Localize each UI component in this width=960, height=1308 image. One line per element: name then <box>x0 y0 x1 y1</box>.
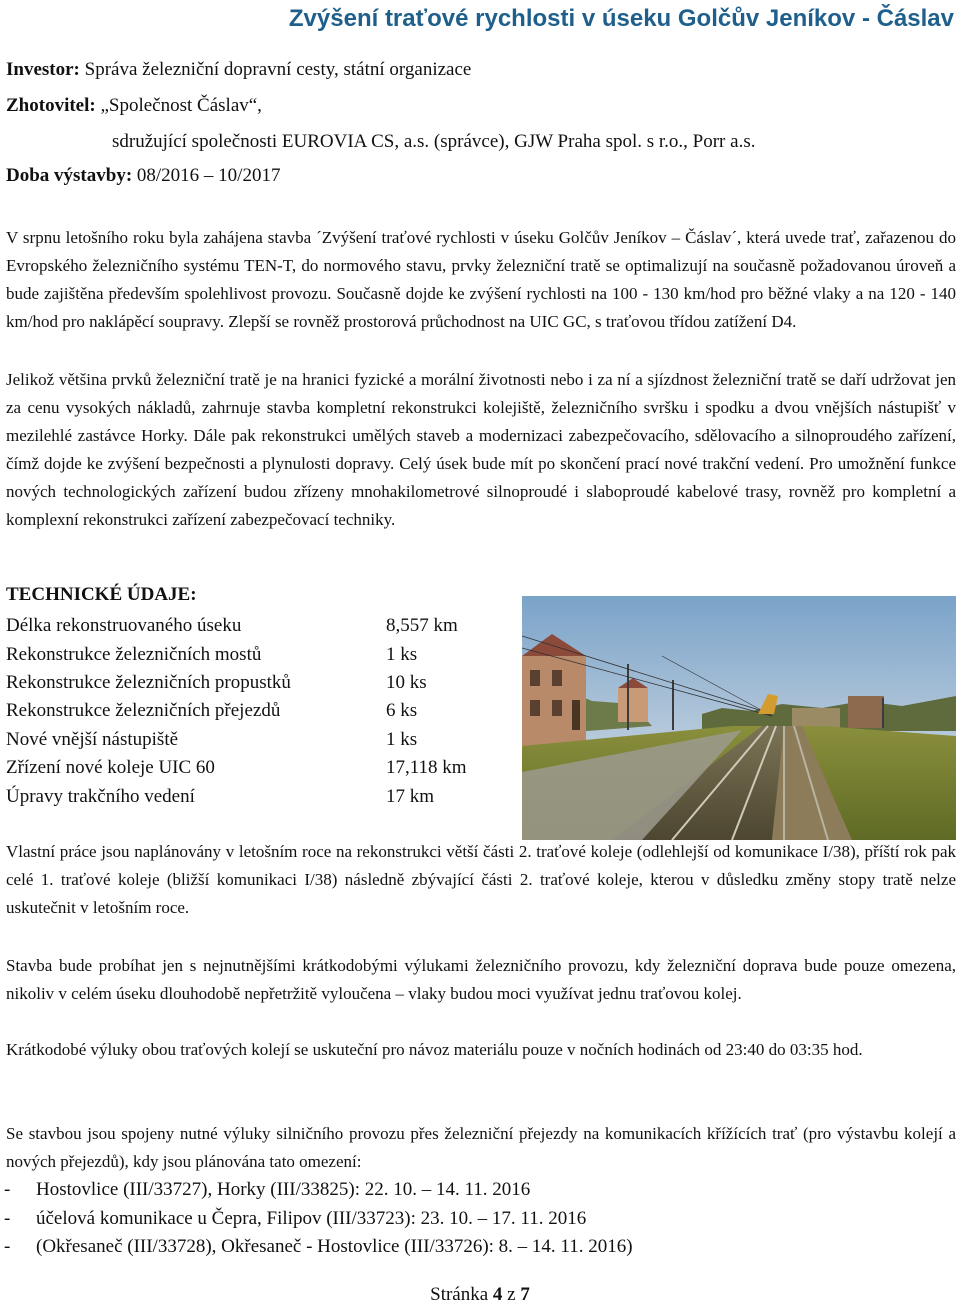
list-item <box>4 1176 633 1205</box>
footer-total-pages: 7 <box>520 1284 530 1305</box>
list-item-text: Hostovlice (III/33727), Horky (III/33825): 22. 10. – 14. 11. 2016 <box>36 1179 531 1200</box>
tech-label: Rekonstrukce železničních přejezdů <box>6 700 281 722</box>
contractor-detail: sdružující společnosti EUROVIA CS, a.s. (správce), GJW Praha spol. s r.o., Porr a.s. <box>112 131 756 152</box>
tech-label: Rekonstrukce železničních propustků <box>6 671 291 693</box>
footer-current-page: 4 <box>492 1284 503 1305</box>
duration-value: 08/2016 – 10/2017 <box>132 165 281 186</box>
technical-data-table <box>6 612 467 811</box>
intro-paragraph-1: V srpnu letošního roku byla zahájena stavba ´Zvýšení traťové rychlosti v úseku Golčův Jeníkov – Čáslav´, která uvede trať, zařazenou do Evropského železničního systému TEN-T, do normového stavu, prvky železniční tratě se optimalizují na současně požadovanou úroveň a bude zajištěna především spolehlivost provozu. Současně dojde ke zvýšení rychlosti na 100 - 130 km/hod pro běžné vlaky a na 120 - 140 km/hod pro naklápěcí soupravy. Zlepší se rovněž prostorová průchodnost na UIC GC, s traťovou třídou zatížení D4. <box>6 228 956 331</box>
page-footer <box>0 1284 960 1306</box>
road-closure-list <box>4 1176 633 1262</box>
tech-value: 6 ks <box>386 700 418 722</box>
tech-value: 8,557 km <box>386 615 458 637</box>
table-row <box>6 782 467 810</box>
list-dash: - <box>4 1236 11 1257</box>
investor-label: Investor: <box>6 59 80 80</box>
contractor-label: Zhotovitel: <box>6 95 96 116</box>
list-item <box>4 1205 633 1234</box>
tech-label: Nové vnější nástupiště <box>6 728 179 750</box>
list-item <box>4 1233 633 1262</box>
tech-value: 17 km <box>386 785 435 807</box>
duration-line <box>6 164 280 188</box>
paragraph-works-plan: Vlastní práce jsou naplánovány v letošním roce na rekonstrukci větší části 2. traťové koleje (odlehlejší od komunikace I/38), příští rok pak celé 1. traťové koleje (bližší komunikaci I/38) následně zbývající části 2. traťové koleje, kterou v důsledku změny stopy tratě nelze uskutečnit v letošním roce. <box>6 842 956 917</box>
footer-middle: z <box>502 1284 521 1305</box>
table-row <box>6 726 467 754</box>
footer-prefix: Stránka <box>430 1284 493 1305</box>
list-item-text: (Okřesaneč (III/33728), Okřesaneč - Hostovlice (III/33726): 8. – 14. 11. 2016) <box>36 1236 633 1257</box>
duration-label: Doba výstavby: <box>6 165 133 186</box>
tech-value: 1 ks <box>386 728 418 750</box>
paragraph-closures-info: Stavba bude probíhat jen s nejnutnějšími krátkodobými výlukami železničního provozu, kdy železniční doprava bude pouze omezena, nikoliv v celém úseku dlouhodobě nepřetržitě vyloučena – vlaky budou moci využívat jednu traťovou kolej. <box>6 956 956 1003</box>
table-row <box>6 612 467 640</box>
table-row <box>6 697 467 725</box>
list-dash: - <box>4 1179 11 1200</box>
paragraph-night-closures: Krátkodobé výluky obou traťových kolejí se uskuteční pro návoz materiálu pouze v nočních hodinách od 23:40 do 03:35 hod. <box>6 1040 863 1059</box>
tech-label: Rekonstrukce železničních mostů <box>6 643 262 665</box>
contractor-line <box>6 94 262 118</box>
page-title: Zvýšení traťové rychlosti v úseku Golčův Jeníkov - Čáslav <box>288 5 954 32</box>
tech-label: Úpravy trakčního vedení <box>6 785 195 807</box>
tech-label: Délka rekonstruovaného úseku <box>6 615 242 637</box>
tech-value: 1 ks <box>386 643 418 665</box>
table-row <box>6 669 467 697</box>
table-row <box>6 640 467 668</box>
technical-data-heading: TECHNICKÉ ÚDAJE: <box>6 584 197 605</box>
investor-value: Správa železniční dopravní cesty, státní organizace <box>79 59 472 80</box>
contractor-value: „Společnost Čáslav“, <box>95 95 262 116</box>
railway-station-photo <box>522 596 956 840</box>
intro-paragraph-2: Jelikož většina prvků železniční tratě je na hranici fyzické a morální životnosti nebo i za ní a sjízdnost železniční tratě se daří udržovat jen za cenu vysokých nákladů, zahrnuje stavba kompletní rekonstrukci kolejiště, železničního svršku i spodku a dvou vnějších nástupišť v mezilehlé zastávce Horky. Dále pak rekonstrukci umělých staveb a modernizaci zabezpečovacího, sdělovacího a silnoproudého zařízení, čímž dojde ke zvýšení bezpečnosti a plynulosti dopravy. Celý úsek bude mít po skončení prací nové trakční vedení. Pro umožnění funkce nových technologických zařízení budou zřízeny mnohakilometrové silnoproudé i slaboproudé kabelové trasy, rovněž pro kompletní a komplexní rekonstrukci zařízení zabezpečovací techniky. <box>6 370 956 529</box>
list-item-text: účelová komunikace u Čepra, Filipov (III/33723): 23. 10. – 17. 11. 2016 <box>36 1207 587 1229</box>
investor-line <box>6 58 471 82</box>
tech-label: Zřízení nové koleje UIC 60 <box>6 757 215 779</box>
tech-value: 10 ks <box>386 671 427 693</box>
paragraph-road-closures: Se stavbou jsou spojeny nutné výluky silničního provozu přes železniční přejezdy na komunikacích křížících trať (pro výstavbu kolejí a nových přejezdů), kdy jsou plánována tato omezení: <box>6 1124 956 1171</box>
list-dash: - <box>4 1207 11 1229</box>
tech-value: 17,118 km <box>386 757 467 779</box>
table-row <box>6 754 467 782</box>
